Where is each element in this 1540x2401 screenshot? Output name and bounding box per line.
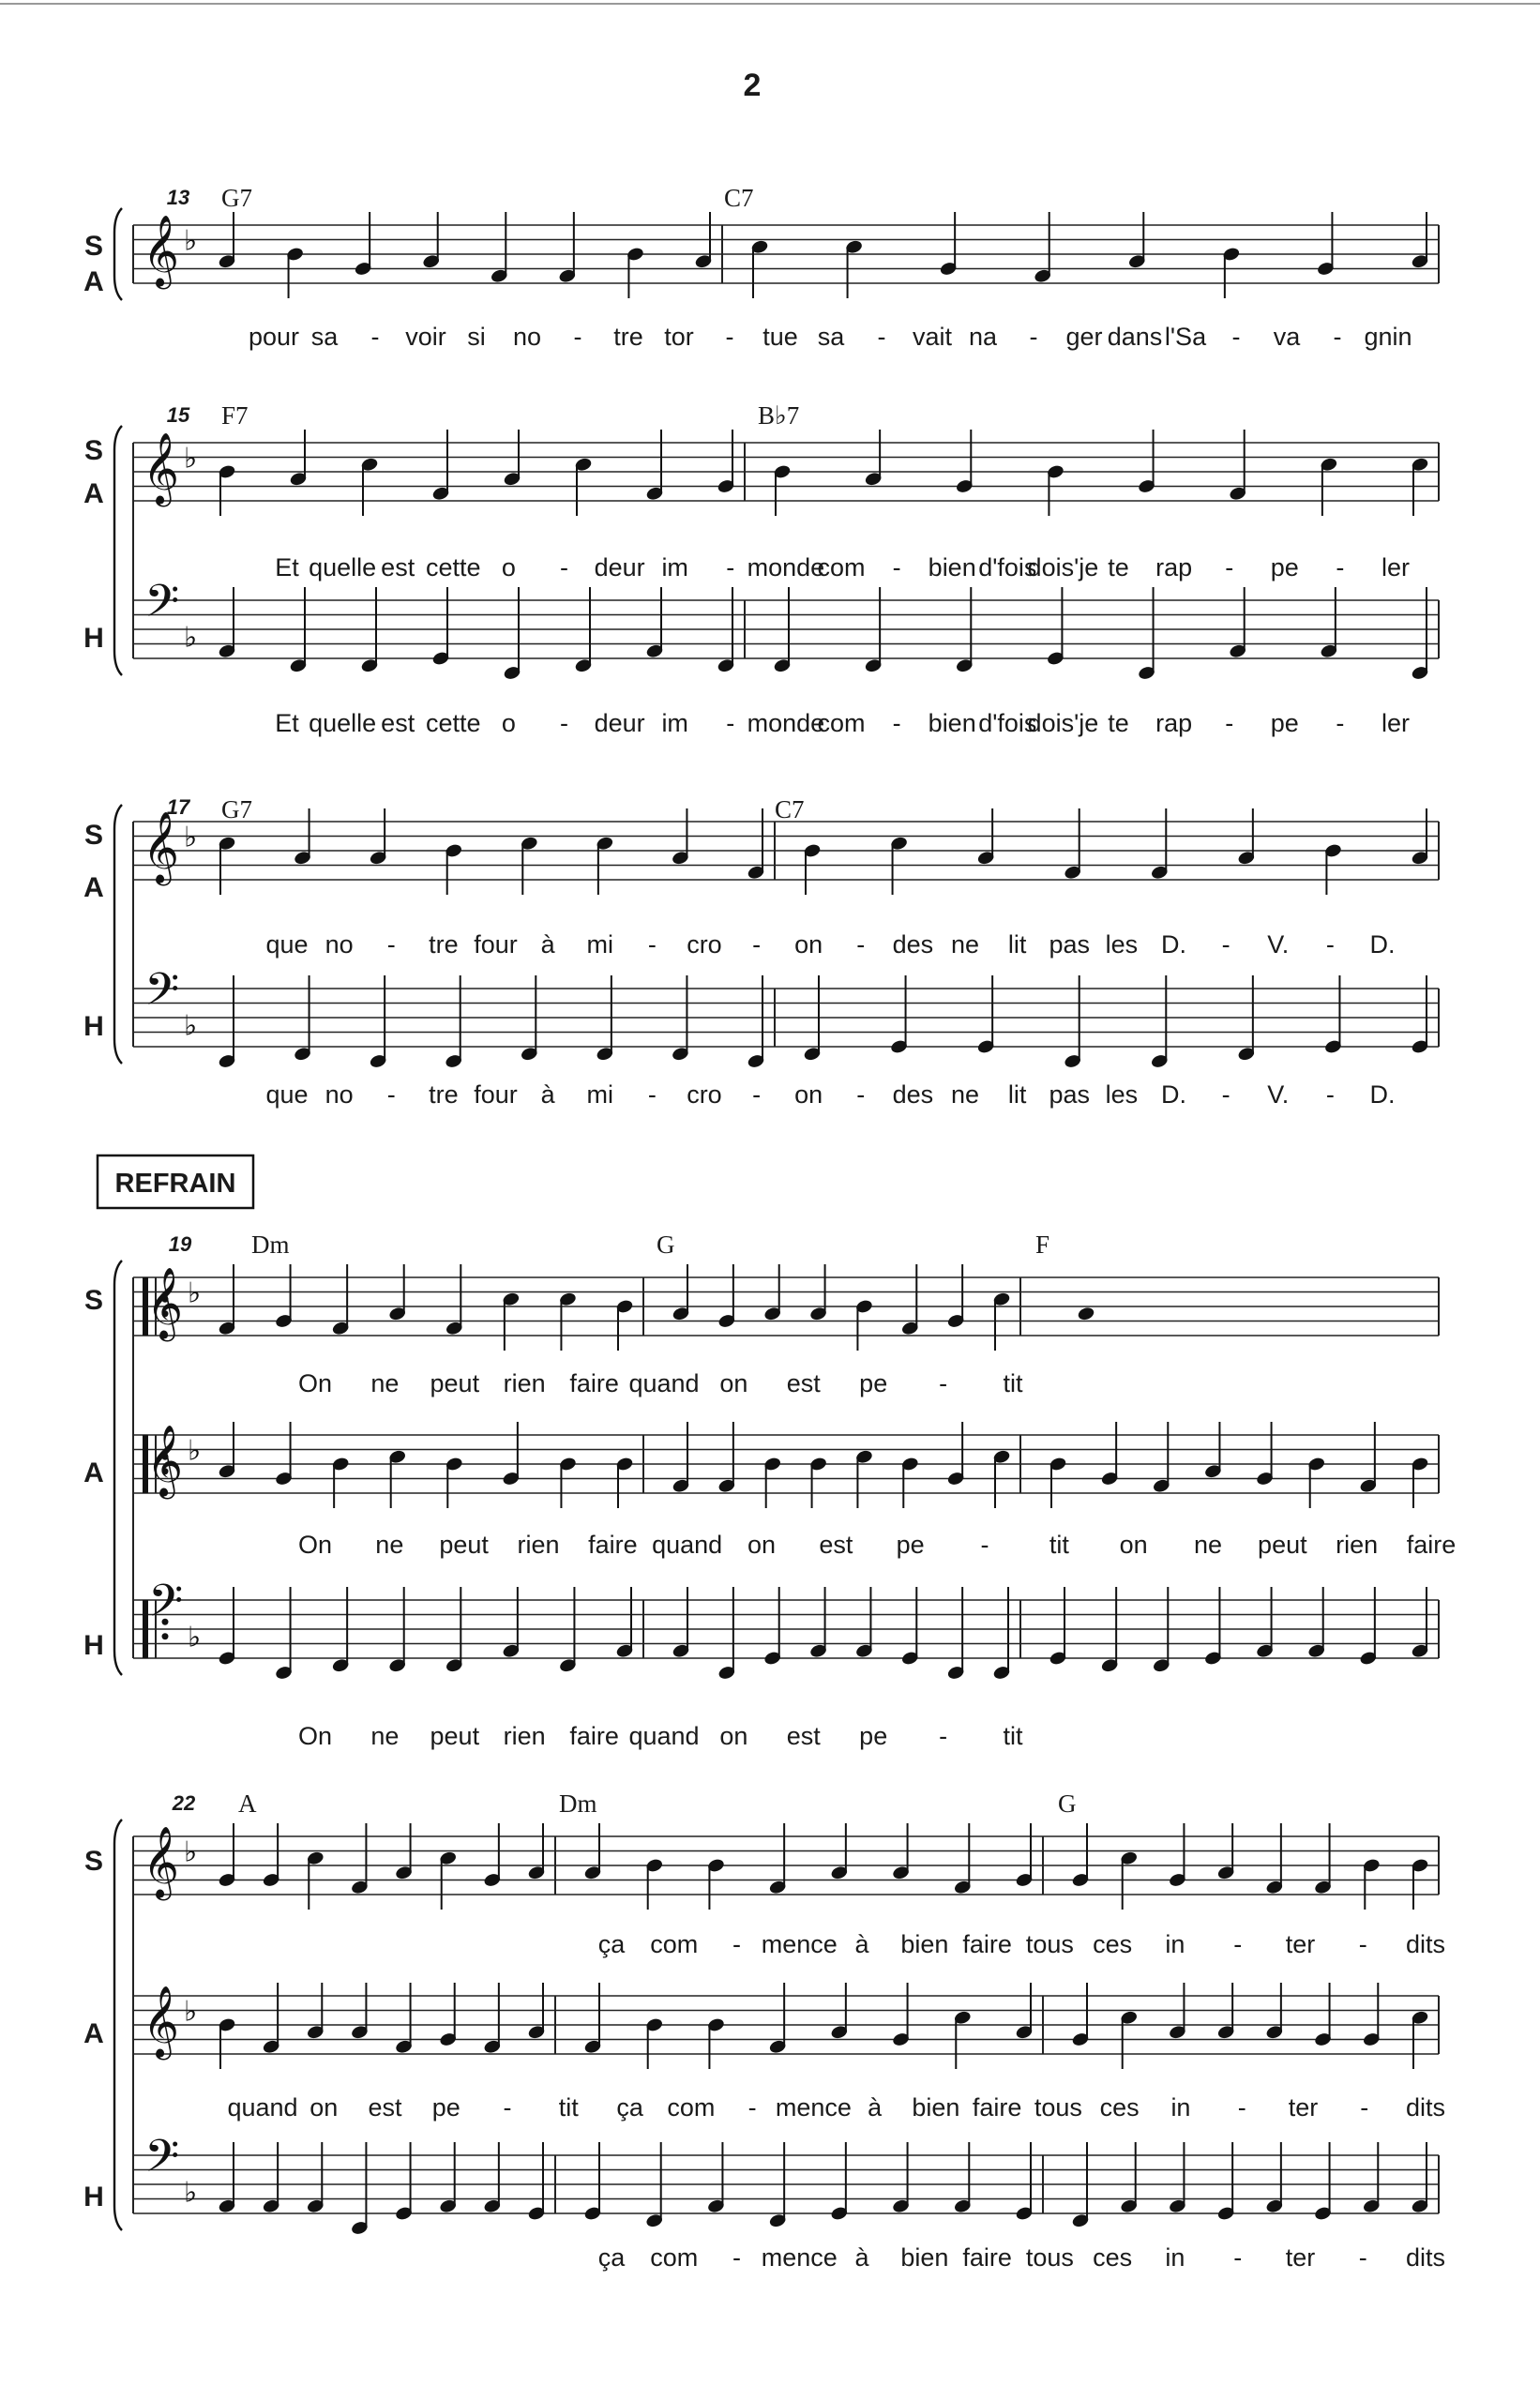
voice-label-s: S	[83, 820, 104, 851]
system-bracket	[114, 426, 122, 675]
lyric-syllable: à	[540, 930, 555, 959]
lyric-syllable: que	[265, 1080, 309, 1109]
lyric-syllable: -	[1221, 1080, 1230, 1109]
bass-clef-icon: 𝄢	[144, 962, 180, 1027]
lyric-syllable: -	[1233, 1930, 1243, 1958]
lyrics-line	[275, 553, 1410, 581]
lyric-syllable: ter	[1285, 1930, 1316, 1958]
bass-clef-icon: 𝄢	[148, 1574, 184, 1638]
lyric-syllable: rien	[503, 1722, 546, 1750]
chord-symbol: G7	[221, 795, 252, 823]
chord-symbol: F7	[221, 401, 249, 430]
treble-clef-icon: 𝄞	[143, 1985, 180, 2058]
lyric-syllable: les	[1105, 1080, 1139, 1109]
lyric-syllable: On	[297, 1722, 333, 1750]
measure-number: 19	[168, 1232, 192, 1256]
lyric-syllable: est	[786, 1722, 821, 1750]
lyric-syllable: Et	[275, 709, 299, 737]
lyric-syllable: cette	[426, 709, 481, 737]
flat-icon: ♭	[184, 1009, 198, 1043]
flat-icon: ♭	[188, 1434, 202, 1468]
bass-clef-icon: 𝄢	[144, 2129, 180, 2194]
lyric-syllable: -	[939, 1722, 948, 1750]
text-layer	[83, 184, 1456, 2272]
lyric-syllable: faire	[962, 1930, 1012, 1958]
lyric-syllable: bien	[928, 709, 976, 737]
lyric-syllable: Et	[275, 553, 299, 581]
lyric-syllable: d'fois	[978, 709, 1037, 737]
voice-label-a: A	[83, 2018, 104, 2049]
lyric-syllable: on	[747, 1531, 777, 1559]
lyric-syllable: tre	[613, 323, 643, 351]
lyric-syllable: on	[794, 930, 823, 959]
bass-clef-icon: 𝄢	[144, 574, 180, 639]
lyrics-line	[598, 1930, 1445, 1958]
lyric-syllable: tre	[429, 930, 459, 959]
voice-label-h: H	[83, 1630, 104, 1661]
notes	[218, 975, 1429, 1069]
lyric-syllable: monde	[747, 709, 825, 737]
lyric-syllable: dois'je	[1027, 553, 1099, 581]
notes	[218, 2142, 1429, 2236]
lyric-syllable: sa	[817, 323, 845, 351]
lyric-syllable: est	[381, 709, 415, 737]
voice-label-h: H	[83, 623, 104, 654]
lyrics-line	[275, 709, 1410, 737]
lyric-syllable: ter	[1285, 2243, 1316, 2272]
voice-label-s: S	[83, 435, 104, 466]
lyric-syllable: peut	[430, 1722, 480, 1750]
lyric-syllable: D.	[1369, 930, 1396, 959]
page-number: 2	[743, 68, 762, 103]
lyric-syllable: voir	[405, 323, 446, 351]
lyrics-line	[249, 323, 1412, 351]
lyrics-line	[298, 1531, 1456, 1559]
lyric-syllable: D.	[1161, 930, 1187, 959]
lyric-syllable: deur	[594, 709, 645, 737]
lyric-syllable: in	[1165, 1930, 1185, 1958]
lyric-syllable: tue	[762, 323, 798, 351]
lyric-syllable: rap	[1155, 553, 1193, 581]
refrain-label: REFRAIN	[114, 1169, 236, 1199]
lyric-syllable: vait	[912, 323, 953, 351]
lyric-syllable: no	[325, 930, 354, 959]
lyric-syllable: com	[650, 2243, 699, 2272]
lyric-syllable: -	[1325, 1080, 1335, 1109]
lyric-syllable: ler	[1381, 553, 1411, 581]
lyric-syllable: deur	[594, 553, 645, 581]
lyric-syllable: -	[1333, 323, 1342, 351]
lyric-syllable: lit	[1007, 930, 1027, 959]
chord-symbol: A	[238, 1789, 257, 1818]
lyric-syllable: in	[1165, 2243, 1185, 2272]
lyric-syllable: pas	[1049, 930, 1091, 959]
staff-sa	[133, 822, 1439, 880]
lyric-syllable: faire	[569, 1722, 619, 1750]
chord-symbol: C7	[724, 184, 754, 212]
lyric-syllable: faire	[972, 2093, 1022, 2122]
lyric-syllable: -	[1225, 709, 1234, 737]
lyric-syllable: ces	[1093, 2243, 1133, 2272]
lyric-syllable: -	[386, 930, 396, 959]
lyric-syllable: -	[573, 323, 582, 351]
lyrics-line	[227, 2093, 1445, 2122]
flat-icon: ♭	[184, 1995, 198, 2029]
lyric-syllable: -	[370, 323, 380, 351]
lyric-syllable: tor	[664, 323, 694, 351]
flat-icon: ♭	[184, 224, 198, 258]
lyric-syllable: cro	[687, 930, 722, 959]
lyric-syllable: sa	[310, 323, 339, 351]
flat-icon: ♭	[188, 1621, 202, 1654]
lyric-syllable: -	[647, 930, 657, 959]
chord-symbol: F	[1035, 1231, 1050, 1259]
lyric-syllable: no	[325, 1080, 354, 1109]
lyric-syllable: pas	[1049, 1080, 1091, 1109]
lyric-syllable: quand	[628, 1369, 700, 1397]
lyric-syllable: -	[1325, 930, 1335, 959]
voice-label-s: S	[83, 1285, 104, 1316]
lyric-syllable: -	[726, 553, 735, 581]
lyric-syllable: -	[726, 709, 735, 737]
lyric-syllable: -	[725, 323, 734, 351]
lyric-syllable: -	[1358, 2243, 1367, 2272]
lyric-syllable: V.	[1267, 1080, 1290, 1109]
lyric-syllable: four	[474, 930, 518, 959]
lyric-syllable: d'fois	[978, 553, 1037, 581]
lyric-syllable: tit	[558, 2093, 579, 2122]
voice-label-s: S	[83, 231, 104, 262]
lyric-syllable: est	[381, 553, 415, 581]
lyric-syllable: ça	[616, 2093, 643, 2122]
lyric-syllable: est	[819, 1531, 853, 1559]
lyric-syllable: -	[1029, 323, 1038, 351]
lyric-syllable: pe	[859, 1722, 888, 1750]
lyric-syllable: com	[817, 553, 866, 581]
lyric-syllable: mence	[775, 2093, 852, 2122]
lyric-syllable: pe	[859, 1369, 888, 1397]
lyric-syllable: cro	[687, 1080, 722, 1109]
treble-clef-icon: 𝄞	[146, 1266, 184, 1339]
voice-label-a: A	[83, 478, 104, 509]
lyric-syllable: on	[719, 1369, 748, 1397]
refrain-box	[98, 1155, 253, 1208]
lyric-syllable: lit	[1007, 1080, 1027, 1109]
flat-icon: ♭	[184, 2176, 198, 2210]
lyric-syllable: quand	[652, 1531, 723, 1559]
lyric-syllable: -	[732, 1930, 742, 1958]
lyric-syllable: -	[747, 2093, 757, 2122]
lyric-syllable: dois'je	[1027, 709, 1099, 737]
lyric-syllable: les	[1105, 930, 1139, 959]
staff-sa	[133, 225, 1439, 283]
voice-label-h: H	[83, 2182, 104, 2212]
lyric-syllable: quand	[227, 2093, 298, 2122]
measure-number: 15	[166, 403, 190, 427]
lyric-syllable: V.	[1267, 930, 1290, 959]
lyric-syllable: quand	[628, 1722, 700, 1750]
lyric-syllable: -	[1360, 2093, 1369, 2122]
chord-symbol: Dm	[559, 1789, 597, 1818]
lyric-syllable: te	[1108, 553, 1129, 581]
lyric-syllable: faire	[588, 1531, 638, 1559]
lyric-syllable: pe	[431, 2093, 460, 2122]
lyric-syllable: que	[265, 930, 309, 959]
lyric-syllable: quelle	[309, 709, 377, 737]
chord-symbol: G	[1058, 1789, 1077, 1818]
flat-icon: ♭	[184, 1835, 198, 1869]
lyric-syllable: on	[719, 1722, 748, 1750]
lyric-syllable: -	[1336, 709, 1345, 737]
staff-h	[133, 1600, 1439, 1658]
lyric-syllable: pour	[248, 323, 300, 351]
voice-label-a: A	[83, 266, 104, 297]
lyric-syllable: -	[732, 2243, 742, 2272]
lyric-syllable: ces	[1099, 2093, 1140, 2122]
lyric-syllable: ces	[1093, 1930, 1133, 1958]
lyric-syllable: bien	[900, 1930, 949, 1958]
system-bracket	[114, 208, 122, 300]
lyric-syllable: -	[892, 709, 901, 737]
lyric-syllable: D.	[1369, 1080, 1396, 1109]
treble-clef-icon: 𝄞	[143, 1825, 180, 1898]
lyric-syllable: dits	[1405, 2093, 1446, 2122]
staff-s	[133, 1836, 1439, 1895]
lyric-syllable: -	[647, 1080, 657, 1109]
lyric-syllable: tit	[1003, 1722, 1023, 1750]
lyric-syllable: -	[503, 2093, 512, 2122]
chord-symbol: C7	[775, 795, 805, 823]
treble-clef-icon: 𝄞	[143, 810, 180, 883]
voice-label-h: H	[83, 1011, 104, 1042]
lyric-syllable: -	[1233, 2243, 1243, 2272]
lyric-syllable: -	[1336, 553, 1345, 581]
flat-icon: ♭	[188, 1276, 202, 1310]
lyric-syllable: com	[650, 1930, 699, 1958]
chord-symbol: G	[657, 1231, 675, 1259]
lyric-syllable: ne	[1193, 1531, 1223, 1559]
lyric-syllable: mence	[761, 1930, 838, 1958]
lyric-syllable: -	[560, 709, 568, 737]
lyric-syllable: -	[877, 323, 886, 351]
lyric-syllable: rien	[1336, 1531, 1379, 1559]
lyric-syllable: est	[786, 1369, 821, 1397]
measure-number: 13	[166, 186, 190, 209]
lyric-syllable: est	[368, 2093, 402, 2122]
chord-symbol: Dm	[251, 1231, 290, 1259]
lyric-syllable: dans	[1107, 323, 1163, 351]
lyric-syllable: -	[1358, 1930, 1367, 1958]
lyric-syllable: -	[980, 1531, 989, 1559]
lyric-syllable: dits	[1405, 2243, 1446, 2272]
lyric-syllable: -	[1237, 2093, 1246, 2122]
lyric-syllable: l'Sa	[1164, 323, 1207, 351]
lyric-syllable: tit	[1049, 1531, 1069, 1559]
lyric-syllable: -	[386, 1080, 396, 1109]
voice-label-a: A	[83, 872, 104, 903]
notes	[218, 1587, 1429, 1681]
lyric-syllable: des	[892, 1080, 934, 1109]
lyric-syllable: ça	[597, 2243, 626, 2272]
lyric-syllable: peut	[439, 1531, 489, 1559]
lyric-syllable: ne	[951, 930, 980, 959]
lyric-syllable: com	[667, 2093, 716, 2122]
lyric-syllable: tous	[1034, 2093, 1082, 2122]
flat-icon: ♭	[184, 442, 198, 476]
chord-symbol: B♭7	[758, 401, 800, 430]
voice-label-a: A	[83, 1457, 104, 1488]
lyric-syllable: o	[501, 709, 516, 737]
lyric-syllable: à	[540, 1080, 555, 1109]
lyric-syllable: quelle	[309, 553, 377, 581]
staff-h	[133, 989, 1439, 1047]
lyrics-line	[265, 1080, 1395, 1109]
staff-h	[133, 2155, 1439, 2213]
system-bracket	[114, 1820, 122, 2230]
lyric-syllable: -	[1225, 553, 1234, 581]
lyric-syllable: ne	[951, 1080, 980, 1109]
lyric-syllable: ger	[1065, 323, 1103, 351]
notes	[218, 587, 1429, 681]
lyric-syllable: mence	[761, 2243, 838, 2272]
lyric-syllable: à	[854, 2243, 869, 2272]
lyric-syllable: ça	[597, 1930, 626, 1958]
staff-a	[133, 1996, 1439, 2054]
lyric-syllable: -	[1231, 323, 1241, 351]
measure-number: 17	[166, 795, 190, 819]
measure-number: 22	[172, 1791, 196, 1815]
lyric-syllable: ne	[370, 1369, 400, 1397]
lyric-syllable: -	[1221, 930, 1230, 959]
lyric-syllable: pe	[1270, 709, 1299, 737]
lyric-syllable: o	[501, 553, 516, 581]
lyric-syllable: -	[752, 930, 762, 959]
lyric-syllable: cette	[426, 553, 481, 581]
lyric-syllable: com	[817, 709, 866, 737]
chord-symbol: G7	[221, 184, 252, 212]
lyric-syllable: faire	[962, 2243, 1012, 2272]
lyric-syllable: -	[560, 553, 568, 581]
lyric-syllable: on	[794, 1080, 823, 1109]
lyric-syllable: im	[661, 709, 688, 737]
lyric-syllable: des	[892, 930, 934, 959]
lyric-syllable: On	[297, 1531, 333, 1559]
lyric-syllable: -	[939, 1369, 948, 1397]
treble-clef-icon: 𝄞	[143, 431, 180, 505]
system-1	[114, 208, 1439, 300]
lyric-syllable: te	[1108, 709, 1129, 737]
lyric-syllable: -	[892, 553, 901, 581]
lyric-syllable: peut	[430, 1369, 480, 1397]
lyric-syllable: peut	[1258, 1531, 1307, 1559]
lyrics-line	[598, 2243, 1445, 2272]
lyric-syllable: pe	[896, 1531, 925, 1559]
lyric-syllable: tit	[1003, 1369, 1023, 1397]
lyric-syllable: si	[467, 323, 486, 351]
lyric-syllable: na	[968, 323, 998, 351]
lyric-syllable: -	[752, 1080, 762, 1109]
lyric-syllable: ne	[375, 1531, 404, 1559]
lyric-syllable: à	[868, 2093, 883, 2122]
lyric-syllable: no	[512, 323, 542, 351]
lyric-syllable: on	[1119, 1531, 1148, 1559]
lyrics-line	[298, 1369, 1023, 1397]
system-3	[114, 805, 1439, 1064]
lyric-syllable: dits	[1405, 1930, 1446, 1958]
lyric-syllable: four	[474, 1080, 518, 1109]
lyric-syllable: ne	[370, 1722, 400, 1750]
lyric-syllable: D.	[1161, 1080, 1187, 1109]
lyric-syllable: im	[661, 553, 688, 581]
lyric-syllable: pe	[1270, 553, 1299, 581]
lyric-syllable: -	[856, 1080, 866, 1109]
lyric-syllable: bien	[900, 2243, 949, 2272]
lyric-syllable: in	[1170, 2093, 1191, 2122]
lyrics-line	[298, 1722, 1023, 1750]
lyric-syllable: bien	[928, 553, 976, 581]
lyric-syllable: ler	[1381, 709, 1411, 737]
flat-icon: ♭	[184, 821, 198, 854]
note-head	[1077, 1306, 1095, 1321]
lyric-syllable: on	[310, 2093, 339, 2122]
lyric-syllable: rien	[517, 1531, 560, 1559]
lyric-syllable: rap	[1155, 709, 1193, 737]
lyric-syllable: gnin	[1364, 323, 1412, 351]
lyric-syllable: faire	[569, 1369, 619, 1397]
treble-clef-icon: 𝄞	[146, 1424, 184, 1497]
lyric-syllable: faire	[1406, 1531, 1457, 1559]
voice-label-s: S	[83, 1846, 104, 1877]
lyric-syllable: tre	[429, 1080, 459, 1109]
lyric-syllable: ter	[1288, 2093, 1319, 2122]
lyric-syllable: monde	[747, 553, 825, 581]
lyric-syllable: va	[1273, 323, 1301, 351]
system-5	[114, 1820, 1439, 2230]
lyric-syllable: On	[297, 1369, 333, 1397]
system-bracket	[114, 805, 122, 1064]
lyrics-line	[265, 930, 1395, 959]
lyric-syllable: mi	[586, 1080, 613, 1109]
lyric-syllable: tous	[1025, 1930, 1074, 1958]
lyric-syllable: rien	[503, 1369, 546, 1397]
staff-a	[133, 1435, 1439, 1493]
staff-s	[133, 1277, 1439, 1336]
treble-clef-icon: 𝄞	[143, 214, 180, 287]
system-bracket	[114, 1261, 122, 1675]
flat-icon: ♭	[184, 621, 198, 655]
system-2	[114, 426, 1439, 675]
lyric-syllable: mi	[586, 930, 613, 959]
lyric-syllable: -	[856, 930, 866, 959]
lyric-syllable: à	[854, 1930, 869, 1958]
lyric-syllable: tous	[1025, 2243, 1074, 2272]
lyric-syllable: bien	[912, 2093, 960, 2122]
